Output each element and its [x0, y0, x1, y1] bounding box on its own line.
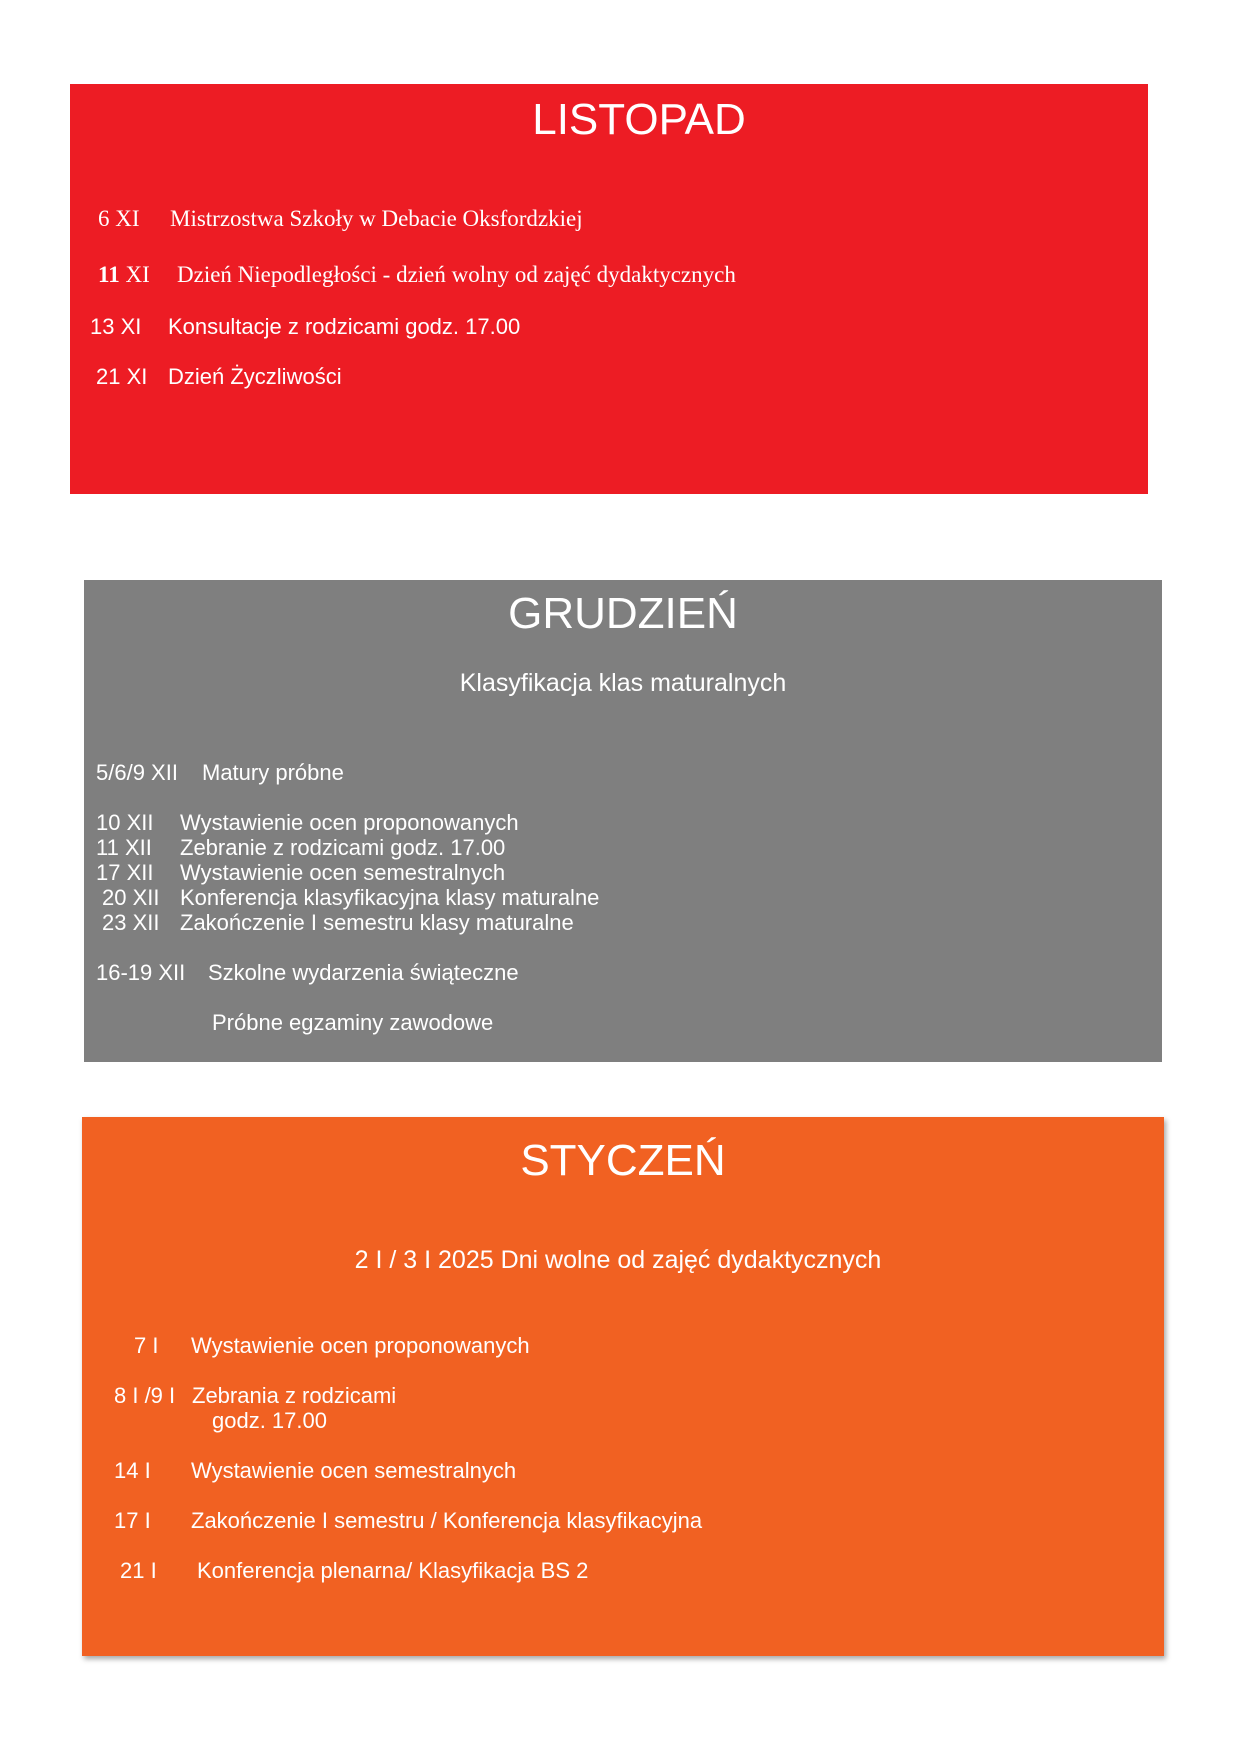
grudzien-event-date: 17 XII: [96, 860, 154, 885]
grudzien-subtitle: Klasyfikacja klas maturalnych: [459, 669, 787, 697]
listopad-event-date-month: XI: [125, 262, 150, 287]
styczen-title: STYCZEŃ: [520, 1136, 726, 1185]
listopad-event-date: 13 XI: [90, 314, 142, 339]
listopad-event-text: Dzień Niepodległości - dzień wolny od zajęć dydaktycznych: [177, 262, 736, 287]
listopad-event-text: Mistrzostwa Szkoły w Debacie Oksfordzkiej: [170, 206, 583, 231]
styczen-event-text: Wystawienie ocen proponowanych: [191, 1333, 530, 1358]
grudzien-event-date: 5/6/9 XII: [96, 760, 178, 785]
styczen-event-text-cont: godz. 17.00: [212, 1408, 327, 1433]
styczen-event-text: Zebrania z rodzicami: [192, 1383, 397, 1408]
listopad-event-date: 21 XI: [96, 364, 148, 389]
listopad-title: LISTOPAD: [532, 95, 746, 144]
listopad-section: [70, 84, 1148, 494]
grudzien-event-text: Zebranie z rodzicami godz. 17.00: [180, 835, 506, 860]
listopad-event-date: 6 XI: [98, 206, 140, 231]
styczen-event-date: 17 I: [114, 1508, 151, 1533]
grudzien-event-date: 11 XII: [96, 835, 152, 860]
grudzien-event-text: Matury próbne: [202, 760, 344, 785]
grudzien-event-date: 23 XII: [102, 910, 160, 935]
styczen-event-date: 21 I: [120, 1558, 157, 1583]
grudzien-event-date: 10 XII: [96, 810, 154, 835]
grudzien-section: [84, 580, 1162, 1062]
grudzien-event-text: Zakończenie I semestru klasy maturalne: [180, 910, 574, 935]
styczen-event-date: 7 I: [134, 1333, 159, 1358]
styczen-event-text: Konferencja plenarna/ Klasyfikacja BS 2: [197, 1558, 589, 1583]
listopad-event-text: Konsultacje z rodzicami godz. 17.00: [168, 314, 521, 339]
grudzien-event-text: Próbne egzaminy zawodowe: [212, 1010, 494, 1035]
grudzien-event-text: Wystawienie ocen proponowanych: [180, 810, 519, 835]
grudzien-title: GRUDZIEŃ: [508, 589, 738, 638]
styczen-event-text: Wystawienie ocen semestralnych: [191, 1458, 517, 1483]
grudzien-event-date: 20 XII: [102, 885, 160, 910]
styczen-event-text: Zakończenie I semestru / Konferencja klasyfikacyjna: [191, 1508, 703, 1533]
styczen-section: [82, 1117, 1164, 1656]
styczen-subtitle: 2 I / 3 I 2025 Dni wolne od zajęć dydaktycznych: [354, 1246, 882, 1274]
grudzien-event-text: Konferencja klasyfikacyjna klasy maturalne: [180, 885, 600, 910]
listopad-event-text: Dzień Życzliwości: [168, 364, 342, 389]
grudzien-event-text: Wystawienie ocen semestralnych: [180, 860, 506, 885]
listopad-event-date: [98, 262, 150, 288]
styczen-event-date: 8 I /9 I: [114, 1383, 176, 1408]
grudzien-event-text: Szkolne wydarzenia świąteczne: [208, 960, 519, 985]
styczen-event-date: 14 I: [114, 1458, 151, 1483]
grudzien-event-date: 16-19 XII: [96, 960, 186, 985]
listopad-event-date-day: 11: [98, 262, 120, 287]
